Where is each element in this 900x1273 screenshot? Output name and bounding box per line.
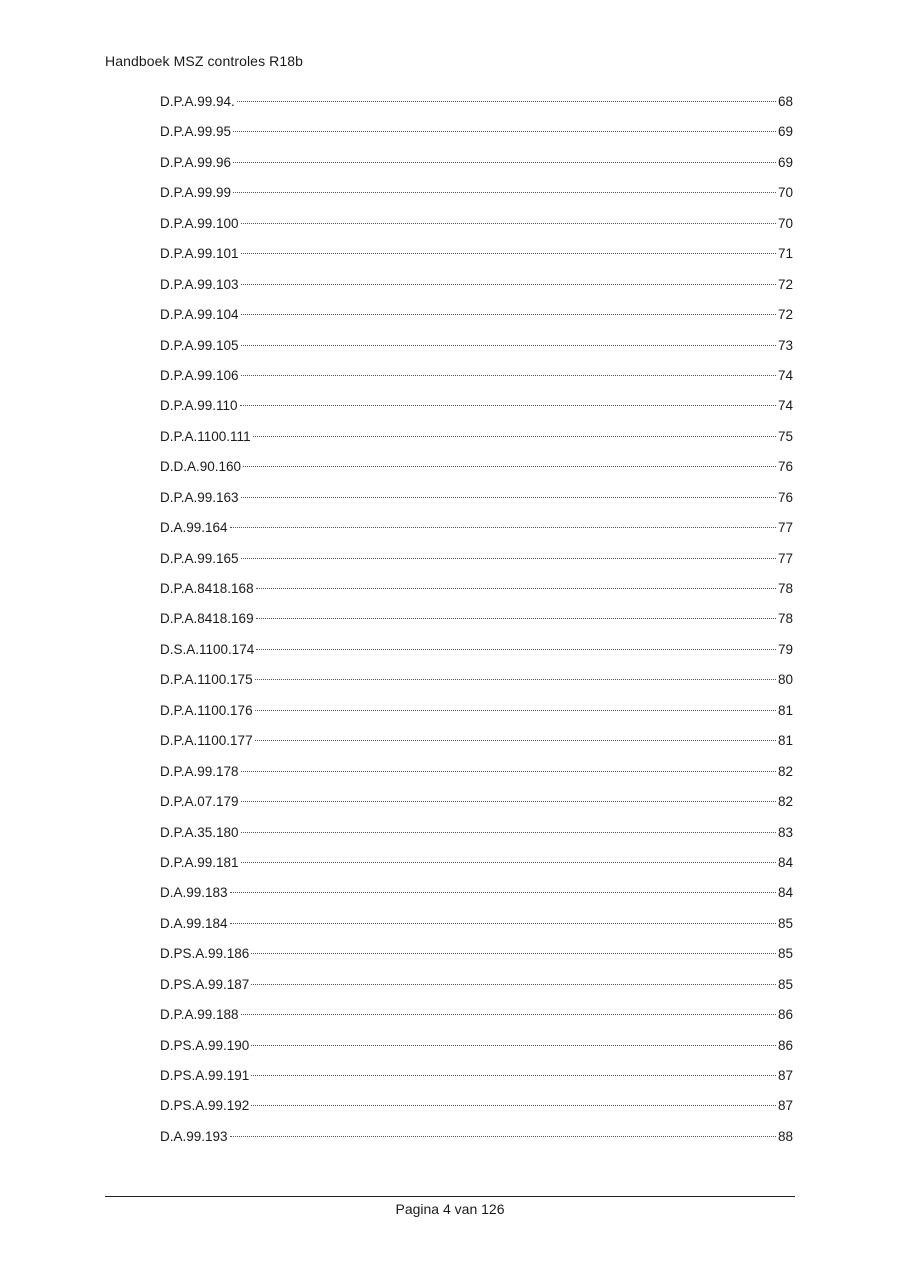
toc-entry[interactable] bbox=[160, 913, 793, 943]
toc-entry[interactable] bbox=[160, 791, 793, 821]
toc-entry-label: D.P.A.99.104 bbox=[160, 307, 239, 323]
toc-dot-leader bbox=[237, 101, 776, 102]
toc-entry-page-number: 72 bbox=[777, 276, 793, 292]
toc-dot-leader bbox=[241, 314, 776, 315]
toc-entry[interactable] bbox=[160, 243, 793, 273]
toc-entry-label: D.P.A.99.94. bbox=[160, 94, 235, 109]
toc-entry-page-number: 71 bbox=[777, 246, 793, 262]
toc-entry[interactable] bbox=[160, 182, 793, 212]
toc-entry-label: D.D.A.90.160 bbox=[160, 459, 242, 475]
toc-entry-label: D.P.A.99.100 bbox=[160, 215, 239, 231]
toc-entry[interactable] bbox=[160, 456, 793, 486]
toc-dot-leader bbox=[251, 984, 776, 985]
toc-entry-page-number: 76 bbox=[777, 489, 793, 505]
toc-entry-label: D.P.A.8418.168 bbox=[160, 581, 254, 596]
toc-dot-leader bbox=[241, 345, 776, 346]
toc-entry[interactable] bbox=[160, 1095, 793, 1125]
footer-divider bbox=[105, 1196, 795, 1197]
toc-entry[interactable] bbox=[160, 852, 793, 882]
toc-entry-label: D.A.99.184 bbox=[160, 915, 228, 931]
toc-entry[interactable] bbox=[160, 1126, 793, 1156]
toc-entry[interactable] bbox=[160, 1035, 793, 1065]
toc-entry-label: D.P.A.99.95 bbox=[160, 124, 232, 140]
toc-entry[interactable] bbox=[160, 578, 793, 608]
toc-entry-page-number: 77 bbox=[777, 520, 793, 536]
toc-dot-leader bbox=[241, 558, 776, 559]
toc-entry-label: D.P.A.99.106 bbox=[160, 367, 239, 383]
toc-dot-leader bbox=[241, 375, 776, 376]
toc-dot-leader bbox=[233, 162, 776, 163]
toc-dot-leader bbox=[233, 131, 776, 132]
toc-dot-leader bbox=[230, 527, 776, 528]
toc-entry-page-number: 86 bbox=[777, 1007, 793, 1023]
toc-entry-page-number: 87 bbox=[777, 1068, 793, 1083]
toc-entry-page-number: 72 bbox=[777, 307, 793, 323]
toc-dot-leader bbox=[230, 1136, 776, 1137]
toc-entry[interactable] bbox=[160, 730, 793, 760]
toc-entry-label: D.P.A.99.96 bbox=[160, 154, 232, 170]
toc-dot-leader bbox=[251, 1105, 776, 1106]
toc-dot-leader bbox=[255, 710, 776, 711]
toc-entry-label: D.PS.A.99.187 bbox=[160, 976, 250, 992]
toc-entry-label: D.P.A.99.105 bbox=[160, 337, 239, 353]
toc-dot-leader bbox=[251, 953, 776, 954]
toc-entry-page-number: 76 bbox=[777, 459, 793, 475]
toc-dot-leader bbox=[241, 284, 776, 285]
toc-entry-label: D.PS.A.99.190 bbox=[160, 1037, 250, 1053]
toc-entry-page-number: 74 bbox=[777, 398, 793, 414]
toc-entry[interactable] bbox=[160, 395, 793, 425]
toc-entry-label: D.P.A.99.110 bbox=[160, 398, 238, 414]
toc-entry[interactable] bbox=[160, 882, 793, 912]
toc-entry[interactable] bbox=[160, 365, 793, 395]
toc-dot-leader bbox=[255, 740, 776, 741]
toc-dot-leader bbox=[241, 862, 776, 863]
toc-entry-label: D.PS.A.99.191 bbox=[160, 1068, 250, 1083]
toc-entry[interactable] bbox=[160, 700, 793, 730]
toc-entry-page-number: 79 bbox=[777, 641, 793, 657]
toc-entry-page-number: 69 bbox=[777, 124, 793, 140]
toc-dot-leader bbox=[256, 649, 776, 650]
toc-dot-leader bbox=[255, 679, 776, 680]
toc-entry-page-number: 85 bbox=[777, 915, 793, 931]
toc-entry-label: D.P.A.1100.176 bbox=[160, 702, 253, 718]
toc-dot-leader bbox=[256, 618, 776, 619]
toc-entry-page-number: 74 bbox=[777, 367, 793, 383]
toc-entry-page-number: 75 bbox=[777, 428, 793, 444]
toc-entry-page-number: 73 bbox=[777, 337, 793, 353]
document-header-title: Handboek MSZ controles R18b bbox=[105, 53, 304, 69]
toc-entry[interactable] bbox=[160, 822, 793, 852]
toc-dot-leader bbox=[230, 923, 776, 924]
toc-entry-label: D.P.A.99.188 bbox=[160, 1007, 239, 1023]
toc-entry-page-number: 69 bbox=[777, 154, 793, 170]
toc-entry-label: D.P.A.1100.111 bbox=[160, 428, 251, 444]
toc-entry-page-number: 81 bbox=[777, 702, 793, 718]
toc-entry-page-number: 83 bbox=[777, 824, 793, 840]
toc-dot-leader bbox=[240, 405, 776, 406]
toc-entry[interactable] bbox=[160, 548, 793, 578]
toc-dot-leader bbox=[256, 588, 776, 589]
toc-entry-page-number: 88 bbox=[777, 1128, 793, 1144]
toc-dot-leader bbox=[233, 192, 776, 193]
toc-entry-label: D.P.A.35.180 bbox=[160, 824, 239, 840]
toc-entry-page-number: 84 bbox=[777, 885, 793, 901]
toc-dot-leader bbox=[230, 892, 776, 893]
toc-entry-page-number: 81 bbox=[777, 733, 793, 749]
toc-dot-leader bbox=[241, 801, 776, 802]
toc-entry[interactable] bbox=[160, 274, 793, 304]
toc-entry-page-number: 70 bbox=[777, 185, 793, 201]
toc-dot-leader bbox=[241, 223, 776, 224]
toc-entry-page-number: 80 bbox=[777, 672, 793, 688]
toc-entry-label: D.P.A.99.165 bbox=[160, 550, 239, 566]
toc-dot-leader bbox=[241, 771, 776, 772]
toc-entry[interactable] bbox=[160, 91, 793, 121]
toc-dot-leader bbox=[243, 466, 776, 467]
toc-entry-label: D.A.99.183 bbox=[160, 885, 228, 901]
toc-entry[interactable] bbox=[160, 335, 793, 365]
toc-dot-leader bbox=[241, 832, 776, 833]
toc-entry[interactable] bbox=[160, 426, 793, 456]
toc-dot-leader bbox=[251, 1075, 776, 1076]
toc-entry-label: D.P.A.1100.175 bbox=[160, 672, 253, 688]
toc-entry-label: D.P.A.1100.177 bbox=[160, 733, 253, 749]
toc-entry-page-number: 86 bbox=[777, 1037, 793, 1053]
toc-entry[interactable] bbox=[160, 517, 793, 547]
toc-entry-page-number: 82 bbox=[777, 763, 793, 779]
toc-entry[interactable] bbox=[160, 974, 793, 1004]
toc-entry-page-number: 70 bbox=[777, 215, 793, 231]
toc-entry-page-number: 78 bbox=[777, 611, 793, 627]
toc-entry[interactable] bbox=[160, 943, 793, 973]
toc-entry-label: D.P.A.99.181 bbox=[160, 854, 239, 870]
toc-entry[interactable] bbox=[160, 487, 793, 517]
toc-entry-page-number: 85 bbox=[777, 976, 793, 992]
toc-entry-page-number: 68 bbox=[777, 94, 793, 109]
toc-entry[interactable] bbox=[160, 669, 793, 699]
toc-entry-page-number: 87 bbox=[777, 1098, 793, 1114]
toc-entry-label: D.PS.A.99.186 bbox=[160, 946, 250, 962]
toc-entry-label: D.P.A.99.163 bbox=[160, 489, 239, 505]
toc-entry[interactable] bbox=[160, 639, 793, 669]
toc-entry-label: D.S.A.1100.174 bbox=[160, 641, 255, 657]
toc-entry-page-number: 82 bbox=[777, 794, 793, 810]
toc-dot-leader bbox=[253, 436, 776, 437]
toc-entry[interactable] bbox=[160, 304, 793, 334]
toc-entry-label: D.P.A.99.101 bbox=[160, 246, 239, 262]
toc-entry-label: D.P.A.07.179 bbox=[160, 794, 239, 810]
toc-dot-leader bbox=[241, 1014, 776, 1015]
toc-entry-label: D.P.A.99.103 bbox=[160, 276, 239, 292]
toc-dot-leader bbox=[241, 253, 776, 254]
toc-entry-page-number: 77 bbox=[777, 550, 793, 566]
toc-entry-label: D.A.99.164 bbox=[160, 520, 228, 536]
toc-entry-label: D.P.A.8418.169 bbox=[160, 611, 254, 627]
toc-entry[interactable] bbox=[160, 1065, 793, 1095]
toc-dot-leader bbox=[251, 1045, 776, 1046]
toc-entry-label: D.PS.A.99.192 bbox=[160, 1098, 250, 1114]
footer-page-number: Pagina 4 van 126 bbox=[395, 1201, 505, 1217]
toc-entry[interactable] bbox=[160, 121, 793, 151]
toc-entry-label: D.P.A.99.99 bbox=[160, 185, 232, 201]
toc-entry[interactable] bbox=[160, 213, 793, 243]
toc-entry-page-number: 78 bbox=[777, 581, 793, 596]
toc-entry-label: D.A.99.193 bbox=[160, 1128, 228, 1144]
table-of-contents bbox=[160, 91, 793, 1156]
toc-entry-page-number: 84 bbox=[777, 854, 793, 870]
toc-dot-leader bbox=[241, 497, 776, 498]
toc-entry[interactable] bbox=[160, 152, 793, 182]
toc-entry-page-number: 85 bbox=[777, 946, 793, 962]
toc-entry-label: D.P.A.99.178 bbox=[160, 763, 239, 779]
toc-entry[interactable] bbox=[160, 608, 793, 638]
toc-entry[interactable] bbox=[160, 1004, 793, 1034]
toc-entry[interactable] bbox=[160, 761, 793, 791]
